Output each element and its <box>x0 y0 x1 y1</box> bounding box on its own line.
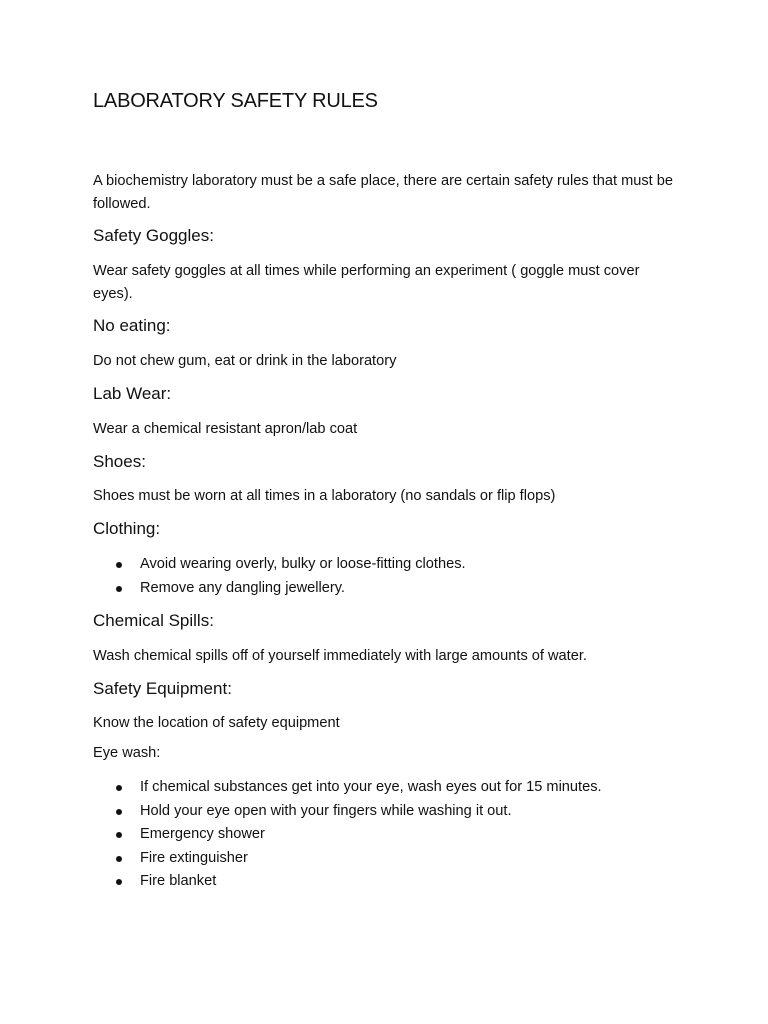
list-item <box>93 800 602 824</box>
bullet-icon <box>116 562 122 568</box>
list-item-text: Fire blanket <box>140 873 217 889</box>
subheading-eye-wash: Eye wash: <box>93 745 161 761</box>
document-title: LABORATORY SAFETY RULES <box>93 90 378 112</box>
section-heading-no-eating: No eating: <box>93 316 171 335</box>
list-item-text: Emergency shower <box>140 826 265 842</box>
section-heading-safety-goggles: Safety Goggles: <box>93 226 214 245</box>
section-text-safety-goggles: Wear safety goggles at all times while performing an experiment ( goggle must cover eyes). <box>93 263 640 302</box>
list-item <box>93 823 602 847</box>
safety-equipment-bullet-list <box>93 776 602 894</box>
list-item <box>93 553 466 577</box>
section-text-chemical-spills: Wash chemical spills off of yourself immediately with large amounts of water. <box>93 648 587 664</box>
list-item-text: Avoid wearing overly, bulky or loose-fitting clothes. <box>140 556 466 572</box>
bullet-icon <box>116 832 122 838</box>
section-text-shoes: Shoes must be worn at all times in a laboratory (no sandals or flip flops) <box>93 488 556 504</box>
bullet-icon <box>116 809 122 815</box>
section-heading-lab-wear: Lab Wear: <box>93 384 172 403</box>
list-item <box>93 577 466 601</box>
section-text-safety-equipment: Know the location of safety equipment <box>93 715 340 731</box>
bullet-icon <box>116 586 122 592</box>
section-text-no-eating: Do not chew gum, eat or drink in the laboratory <box>93 353 397 369</box>
section-heading-clothing: Clothing: <box>93 519 161 538</box>
list-item <box>93 870 602 894</box>
list-item-text: Remove any dangling jewellery. <box>140 579 345 596</box>
list-item-text: Hold your eye open with your fingers while washing it out. <box>140 802 512 819</box>
section-heading-chemical-spills: Chemical Spills: <box>93 611 214 630</box>
bullet-icon <box>116 879 122 885</box>
bullet-icon <box>116 856 122 862</box>
intro-paragraph: A biochemistry laboratory must be a safe place, there are certain safety rules that must be followed. <box>93 173 673 212</box>
section-heading-shoes: Shoes: <box>93 452 146 471</box>
clothing-bullet-list <box>93 553 466 600</box>
list-item <box>93 847 602 871</box>
list-item-text: Fire extinguisher <box>140 849 248 866</box>
bullet-icon <box>116 785 122 791</box>
section-text-lab-wear: Wear a chemical resistant apron/lab coat <box>93 421 358 437</box>
list-item <box>93 776 602 800</box>
section-heading-safety-equipment: Safety Equipment: <box>93 679 232 698</box>
list-item-text: If chemical substances get into your eye, wash eyes out for 15 minutes. <box>140 779 602 795</box>
